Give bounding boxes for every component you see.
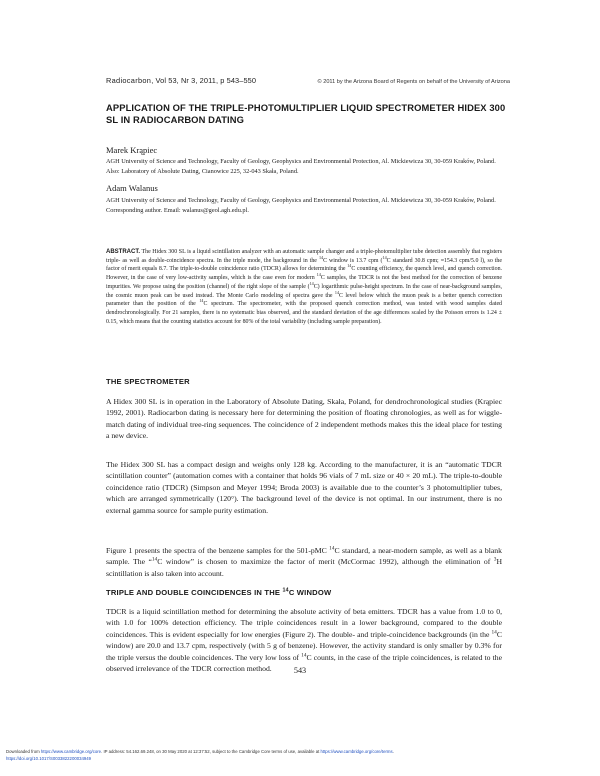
body-paragraph: A Hidex 300 SL is in operation in the Laboratory of Absolute Dating, Skała, Poland, for dendrochronological studies (Krąpiec 1992, 2001). Radiocarbon dating is necessary here for determining the position of floating chronologies, as well as for wiggle-match dating of individual tree-ring sequences. The coincidence of 2 independent methods makes this the ideal place for testing a new device.: [106, 397, 502, 441]
abstract: ABSTRACT. The Hidex 300 SL is a liquid scintillation analyzer with an automatic sample changer and a triple-photomultiplier tube detection assembly that registers triple- as well as double-coincidence spectra. In the triple mode, the background in the $^{14}$C window is 13.7 cpm ($^{14}$C standard 30.8 cpm; ≈154.3 cpm/5.0 l), so the factor of merit equals 8.7. The triple-to-double coincidence ratio (TDCR) allows for determining the $^{14}$C counting efficiency, the quench level, and quench correction. However, in the case of very low-activity samples, which is the case even for modern $^{14}$C samples, the TDCR is not the best method for the correction of benzene impurities. We propose using the position (channel) of the right slope of the sample ($^{14}$C) logarithmic pulse-height spectrum. In the case of near-background samples, the cosmic muon peak can be used instead. The Monte Carlo modeling of spectra gave the $^{14}$C level below which the muon peak is a better quench correction parameter than the position of the $^{14}$C spectrum. The spectrometer, with the proposed quench correction method, was tested with wood samples dated dendrochronologically. For 21 samples, there is no systematic bias observed, and the standard deviation of the age differences scaled by the Poisson errors is 1.24 ± 0.15, which means that the counting statistics account for 80% of the total variability (including sample preparation).: [106, 249, 503, 325]
journal-citation: [106, 76, 256, 85]
core-link[interactable]: https://www.cambridge.org/core: [40, 749, 102, 754]
author-name: Adam Walanus: [106, 183, 158, 193]
author-affiliation: AGH University of Science and Technology, Faculty of Geology, Geophysics and Environmental Protection, Al. Mickiewicza 30, 30-059 Kraków, Poland. Corresponding author. Email: walanus@geol.agh.edu.pl.: [106, 197, 496, 215]
author-name: Marek Krąpiec: [106, 145, 158, 155]
author-affiliation: AGH University of Science and Technology, Faculty of Geology, Geophysics and Environmental Protection, Al. Mickiewicza 30, 30-059 Kraków, Poland. Also: Laboratory of Absolute Dating, Cianowice 225, 32-043 Skała, Poland.: [106, 158, 496, 176]
copyright-notice: © 2011 by the Arizona Board of Regents on behalf of the University of Arizona: [317, 79, 510, 85]
running-header: [106, 76, 510, 85]
abstract-label: ABSTRACT.: [106, 249, 140, 255]
journal-name: Radiocarbon: [106, 76, 152, 85]
body-paragraph: Figure 1 presents the spectra of the benzene samples for the 501-pMC $^{14}$C standard, a near-modern sample, as well as a blank sample. The “$^{14}$C window” is chosen to maximize the factor of merit (McCormac 1992), although the elimination of $^3$H scintillation is also taken into account.: [106, 545, 502, 578]
paper-title: APPLICATION OF THE TRIPLE-PHOTOMULTIPLIER LIQUID SPECTROMETER HIDEX 300 SL IN RADIOCARBON DATING: [106, 102, 506, 126]
citation-details: , Vol 53, Nr 3, 2011, p 543–550: [151, 76, 257, 85]
body-paragraph: TDCR is a liquid scintillation method for determining the absolute activity of beta emitters. TDCR has a value from 1.0 to 0, with 1.0 for 100% detection efficiency. The triple coincidences result in a lower background, compared to the double coincidences. This is evident especially for low energies (Figure 2). The double- and triple-coincidence backgrounds (in the $^{14}$C window) are 20.0 and 13.7 cpm, respectively (with 5 g of benzene). However, the activity standard is only smaller by 0.3% for the triple versus the double coincidences. The very low loss of $^{14}$C counts, in the case of the triple coincidences, is related to the observed irrelevance of the TDCR correction method.: [106, 607, 502, 674]
section-heading-coincidences: TRIPLE AND DOUBLE COINCIDENCES IN THE $^{14}$C WINDOW: [106, 587, 332, 597]
body-paragraph: The Hidex 300 SL has a compact design and weighs only 128 kg. According to the manufacturer, it is an “automatic TDCR scintillation counter” (automation comes with a container that holds 96 vials of 7 mL size or 40 × 20 mL). The triple-to-double coincidence ratio (TDCR) (Simpson and Meyer 1994; Broda 2003) is available due to the counter’s 3 photomultiplier tubes, which are arranged symmetrically (120°). The background level of the device is not optimal. In our instrument, there is no external gamma source for sample purity estimation.: [106, 460, 502, 515]
download-footer: Downloaded from https://www.cambridge.org/core. IP address: 54.162.69.248, on 30 May 2020 at 12:37:52, subject to the Cambridge Core terms of use, available at https://www.cambridge.org/core/terms. https://doi.org/10.1017/S0033822200034949: [6, 749, 394, 761]
page-number: 543: [293, 666, 307, 675]
section-heading-spectrometer: THE SPECTROMETER: [106, 377, 190, 386]
terms-link[interactable]: https://www.cambridge.org/core/terms: [320, 749, 393, 754]
doi-link[interactable]: https://doi.org/10.1017/S0033822200034949: [6, 756, 92, 761]
